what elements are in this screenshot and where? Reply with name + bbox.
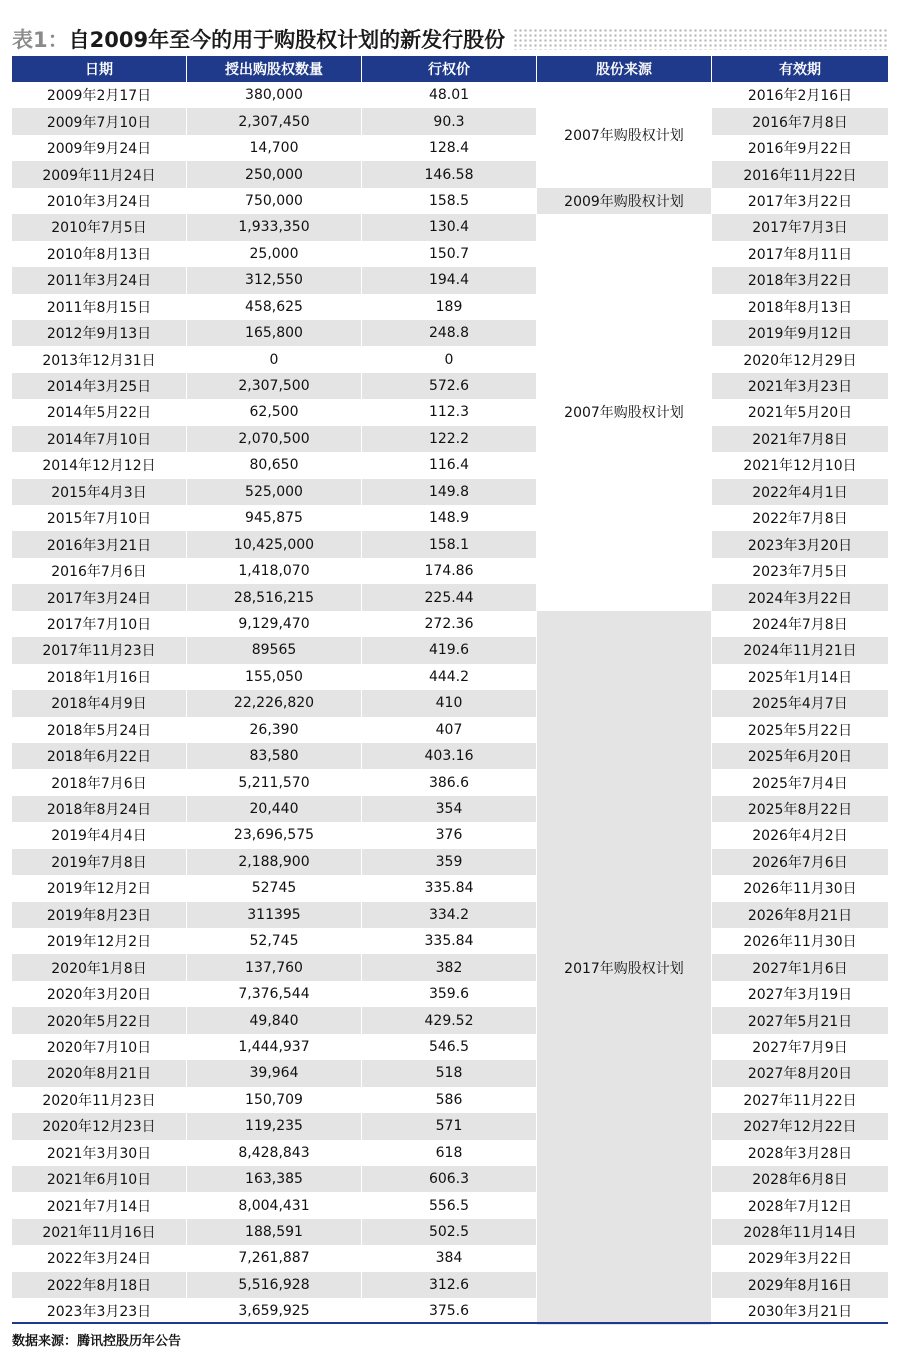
cell-exercise-price: 407 <box>362 717 537 743</box>
cell-date: 2020年7月10日 <box>12 1034 187 1060</box>
cell-expiry: 2024年7月8日 <box>752 616 848 633</box>
cell-expiry: 2026年11月30日 <box>743 881 857 898</box>
table-row <box>12 479 888 505</box>
cell-quantity: 9,129,470 <box>187 611 362 637</box>
table-row <box>12 214 888 240</box>
cell-exercise-price: 571 <box>362 1113 537 1139</box>
cell-expiry: 2017年7月3日 <box>712 214 888 240</box>
cell-date: 2019年12月2日 <box>12 928 187 954</box>
cell-date: 2018年6月22日 <box>12 743 187 769</box>
cell-exercise-price: 359 <box>362 849 537 875</box>
cell-expiry: 2020年12月29日 <box>743 352 857 369</box>
cell-date: 2017年7月10日 <box>12 611 187 637</box>
cell-quantity: 8,004,431 <box>187 1192 362 1218</box>
cell-exercise-price: 128.4 <box>362 135 537 161</box>
cell-date: 2009年7月10日 <box>12 108 187 134</box>
table-row <box>12 584 888 610</box>
cell-date: 2009年2月17日 <box>12 82 187 108</box>
cell-date: 2018年5月24日 <box>12 717 187 743</box>
cell-expiry: 2025年7月4日 <box>752 775 848 792</box>
cell-expiry: 2021年3月23日 <box>712 373 888 399</box>
cell-date: 2020年11月23日 <box>12 1087 187 1113</box>
cell-date: 2014年12月12日 <box>12 452 187 478</box>
table-row <box>12 849 888 875</box>
table-row <box>12 1140 888 1166</box>
cell-date: 2019年12月2日 <box>12 875 187 901</box>
table-row <box>12 1245 888 1271</box>
table-row <box>12 690 888 716</box>
cell-expiry: 2024年11月21日 <box>712 637 888 663</box>
cell-expiry: 2026年4月2日 <box>752 828 848 845</box>
cell-date: 2018年4月9日 <box>12 690 187 716</box>
cell-expiry: 2027年7月9日 <box>752 1039 848 1056</box>
cell-expiry: 2030年3月21日 <box>747 1304 853 1321</box>
cell-exercise-price: 375.6 <box>362 1298 537 1324</box>
table-body <box>12 82 888 1325</box>
cell-exercise-price: 225.44 <box>362 584 537 610</box>
cell-exercise-price: 384 <box>362 1245 537 1271</box>
cell-expiry: 2025年8月22日 <box>712 796 888 822</box>
table-row <box>12 875 888 901</box>
cell-expiry: 2018年8月13日 <box>747 299 853 316</box>
cell-expiry: 2022年4月1日 <box>712 479 888 505</box>
cell-exercise-price: 502.5 <box>362 1219 537 1245</box>
table-row <box>12 796 888 822</box>
table-row <box>12 135 888 161</box>
cell-expiry: 2029年3月22日 <box>747 1251 853 1268</box>
table-row <box>12 611 888 637</box>
cell-exercise-price: 158.5 <box>362 188 537 214</box>
cell-quantity: 7,376,544 <box>187 981 362 1007</box>
cell-expiry: 2028年11月14日 <box>712 1219 888 1245</box>
cell-date: 2020年8月21日 <box>12 1060 187 1086</box>
cell-expiry: 2021年12月10日 <box>743 458 857 475</box>
cell-quantity: 52745 <box>187 875 362 901</box>
table-row <box>12 954 888 980</box>
cell-expiry: 2026年11月30日 <box>743 934 857 951</box>
table-row <box>12 558 888 584</box>
cell-date: 2014年5月22日 <box>12 399 187 425</box>
cell-expiry: 2026年7月6日 <box>712 849 888 875</box>
table-row <box>12 769 888 795</box>
cell-exercise-price: 146.58 <box>362 161 537 187</box>
cell-expiry: 2027年12月22日 <box>712 1113 888 1139</box>
table-row <box>12 320 888 346</box>
table-row <box>12 822 888 848</box>
cell-quantity: 2,307,500 <box>187 373 362 399</box>
cell-date: 2016年3月21日 <box>12 531 187 557</box>
table-row <box>12 1087 888 1113</box>
cell-exercise-price: 130.4 <box>362 214 537 240</box>
cell-quantity: 188,591 <box>187 1219 362 1245</box>
cell-quantity: 137,760 <box>187 954 362 980</box>
cell-quantity: 89565 <box>187 637 362 663</box>
cell-date: 2009年11月24日 <box>12 161 187 187</box>
table-row <box>12 928 888 954</box>
cell-exercise-price: 376 <box>362 822 537 848</box>
cell-date: 2018年1月16日 <box>12 664 187 690</box>
cell-exercise-price: 518 <box>362 1060 537 1086</box>
cell-exercise-price: 386.6 <box>362 769 537 795</box>
cell-exercise-price: 556.5 <box>362 1192 537 1218</box>
cell-exercise-price: 174.86 <box>362 558 537 584</box>
cell-quantity: 52,745 <box>187 928 362 954</box>
cell-expiry: 2021年5月20日 <box>747 405 853 422</box>
cell-quantity: 5,516,928 <box>187 1272 362 1298</box>
cell-exercise-price: 334.2 <box>362 902 537 928</box>
cell-expiry: 2028年7月12日 <box>747 1198 853 1215</box>
header-quantity: 授出购股权数量 <box>187 56 362 82</box>
table-row <box>12 981 888 1007</box>
cell-date: 2022年3月24日 <box>12 1245 187 1271</box>
cell-expiry: 2022年7月8日 <box>752 511 848 528</box>
cell-quantity: 458,625 <box>187 294 362 320</box>
cell-date: 2019年7月8日 <box>12 849 187 875</box>
cell-exercise-price: 403.16 <box>362 743 537 769</box>
cell-exercise-price: 335.84 <box>362 875 537 901</box>
table-row <box>12 267 888 293</box>
cell-date: 2017年3月24日 <box>12 584 187 610</box>
cell-exercise-price: 335.84 <box>362 928 537 954</box>
table-row <box>12 1272 888 1298</box>
cell-quantity: 26,390 <box>187 717 362 743</box>
cell-date: 2013年12月31日 <box>12 346 187 372</box>
cell-exercise-price: 48.01 <box>362 82 537 108</box>
cell-quantity: 62,500 <box>187 399 362 425</box>
cell-expiry: 2016年2月16日 <box>747 88 853 105</box>
cell-quantity: 39,964 <box>187 1060 362 1086</box>
cell-date: 2012年9月13日 <box>12 320 187 346</box>
cell-date: 2021年6月10日 <box>12 1166 187 1192</box>
cell-date: 2022年8月18日 <box>12 1272 187 1298</box>
cell-exercise-price: 149.8 <box>362 479 537 505</box>
cell-quantity: 5,211,570 <box>187 769 362 795</box>
cell-quantity: 7,261,887 <box>187 1245 362 1271</box>
cell-exercise-price: 248.8 <box>362 320 537 346</box>
cell-quantity: 1,444,937 <box>187 1034 362 1060</box>
cell-expiry: 2027年5月21日 <box>712 1007 888 1033</box>
cell-expiry: 2026年8月21日 <box>712 902 888 928</box>
cell-exercise-price: 148.9 <box>362 505 537 531</box>
cell-expiry: 2028年3月28日 <box>747 1145 853 1162</box>
cell-share-source: 2017年购股权计划 <box>537 611 712 1325</box>
cell-quantity: 49,840 <box>187 1007 362 1033</box>
cell-exercise-price: 150.7 <box>362 241 537 267</box>
cell-date: 2019年4月4日 <box>12 822 187 848</box>
cell-date: 2020年3月20日 <box>12 981 187 1007</box>
cell-quantity: 525,000 <box>187 479 362 505</box>
cell-expiry: 2017年8月11日 <box>747 246 853 263</box>
cell-date: 2021年3月30日 <box>12 1140 187 1166</box>
table-row <box>12 664 888 690</box>
cell-date: 2017年11月23日 <box>12 637 187 663</box>
cell-quantity: 165,800 <box>187 320 362 346</box>
cell-exercise-price: 116.4 <box>362 452 537 478</box>
cell-expiry: 2027年8月20日 <box>712 1060 888 1086</box>
table-row <box>12 743 888 769</box>
cell-exercise-price: 572.6 <box>362 373 537 399</box>
cell-date: 2015年4月3日 <box>12 479 187 505</box>
table-row <box>12 82 888 108</box>
cell-expiry: 2017年3月22日 <box>747 193 853 210</box>
cell-exercise-price: 354 <box>362 796 537 822</box>
cell-date: 2020年1月8日 <box>12 954 187 980</box>
cell-quantity: 2,188,900 <box>187 849 362 875</box>
cell-expiry: 2029年8月16日 <box>712 1272 888 1298</box>
cell-exercise-price: 606.3 <box>362 1166 537 1192</box>
table-row <box>12 294 888 320</box>
cell-expiry: 2025年4月7日 <box>712 690 888 716</box>
header-expiry: 有效期 <box>712 56 888 82</box>
cell-exercise-price: 112.3 <box>362 399 537 425</box>
table-bottom-rule <box>12 1322 888 1324</box>
cell-quantity: 10,425,000 <box>187 531 362 557</box>
cell-expiry: 2016年7月8日 <box>712 108 888 134</box>
table-row <box>12 188 888 214</box>
table-title <box>12 22 888 56</box>
table-row <box>12 399 888 425</box>
cell-expiry: 2021年7月8日 <box>712 426 888 452</box>
table-row <box>12 1166 888 1192</box>
table-number: 表1： <box>12 28 69 52</box>
table-row <box>12 1060 888 1086</box>
cell-date: 2023年3月23日 <box>12 1298 187 1324</box>
cell-exercise-price: 618 <box>362 1140 537 1166</box>
cell-quantity: 119,235 <box>187 1113 362 1139</box>
cell-exercise-price: 546.5 <box>362 1034 537 1060</box>
header-date: 日期 <box>12 56 187 82</box>
cell-quantity: 23,696,575 <box>187 822 362 848</box>
table-row <box>12 373 888 399</box>
cell-expiry: 2027年1月6日 <box>712 954 888 980</box>
cell-expiry: 2025年5月22日 <box>747 722 853 739</box>
cell-quantity: 2,307,450 <box>187 108 362 134</box>
cell-date: 2011年8月15日 <box>12 294 187 320</box>
cell-quantity: 80,650 <box>187 452 362 478</box>
cell-quantity: 8,428,843 <box>187 1140 362 1166</box>
table-row <box>12 346 888 372</box>
cell-exercise-price: 272.36 <box>362 611 537 637</box>
cell-date: 2014年3月25日 <box>12 373 187 399</box>
header-exercise-price: 行权价 <box>362 56 537 82</box>
table-header-row <box>12 56 888 82</box>
cell-exercise-price: 359.6 <box>362 981 537 1007</box>
cell-date: 2011年3月24日 <box>12 267 187 293</box>
cell-date: 2019年8月23日 <box>12 902 187 928</box>
cell-quantity: 163,385 <box>187 1166 362 1192</box>
cell-share-source: 2007年购股权计划 <box>537 82 712 188</box>
cell-exercise-price: 419.6 <box>362 637 537 663</box>
table-row <box>12 426 888 452</box>
cell-quantity: 20,440 <box>187 796 362 822</box>
cell-date: 2014年7月10日 <box>12 426 187 452</box>
cell-date: 2016年7月6日 <box>12 558 187 584</box>
table-row <box>12 1113 888 1139</box>
table-row <box>12 1192 888 1218</box>
cell-date: 2020年12月23日 <box>12 1113 187 1139</box>
cell-exercise-price: 444.2 <box>362 664 537 690</box>
cell-expiry: 2018年3月22日 <box>712 267 888 293</box>
cell-expiry: 2028年6月8日 <box>712 1166 888 1192</box>
cell-date: 2015年7月10日 <box>12 505 187 531</box>
table-row <box>12 531 888 557</box>
cell-expiry: 2025年1月14日 <box>747 669 853 686</box>
cell-quantity: 2,070,500 <box>187 426 362 452</box>
cell-quantity: 1,933,350 <box>187 214 362 240</box>
cell-expiry: 2023年7月5日 <box>752 564 848 581</box>
cell-exercise-price: 586 <box>362 1087 537 1113</box>
cell-date: 2018年8月24日 <box>12 796 187 822</box>
cell-expiry: 2024年3月22日 <box>712 584 888 610</box>
cell-date: 2009年9月24日 <box>12 135 187 161</box>
cell-quantity: 380,000 <box>187 82 362 108</box>
cell-share-source: 2007年购股权计划 <box>537 214 712 611</box>
source-note: 数据来源：腾讯控股历年公告 <box>12 1334 182 1349</box>
table-caption: 自2009年至今的用于购股权计划的新发行股份 <box>68 28 506 52</box>
cell-date: 2010年3月24日 <box>12 188 187 214</box>
cell-share-source: 2009年购股权计划 <box>537 188 712 214</box>
table-row <box>12 717 888 743</box>
cell-date: 2021年11月16日 <box>12 1219 187 1245</box>
cell-exercise-price: 0 <box>362 346 537 372</box>
cell-quantity: 945,875 <box>187 505 362 531</box>
cell-quantity: 83,580 <box>187 743 362 769</box>
cell-exercise-price: 382 <box>362 954 537 980</box>
table-row <box>12 902 888 928</box>
cell-expiry: 2016年9月22日 <box>747 141 853 158</box>
cell-date: 2010年8月13日 <box>12 241 187 267</box>
cell-quantity: 155,050 <box>187 664 362 690</box>
cell-quantity: 311395 <box>187 902 362 928</box>
table-row <box>12 505 888 531</box>
table-row <box>12 1298 888 1324</box>
cell-expiry: 2016年11月22日 <box>712 161 888 187</box>
table-row <box>12 1034 888 1060</box>
cell-quantity: 1,418,070 <box>187 558 362 584</box>
table-row <box>12 452 888 478</box>
table-row <box>12 108 888 134</box>
cell-date: 2018年7月6日 <box>12 769 187 795</box>
share-option-table <box>12 56 888 1325</box>
cell-quantity: 250,000 <box>187 161 362 187</box>
table-row <box>12 1007 888 1033</box>
cell-exercise-price: 158.1 <box>362 531 537 557</box>
cell-quantity: 22,226,820 <box>187 690 362 716</box>
table-row <box>12 241 888 267</box>
cell-expiry: 2027年11月22日 <box>743 1092 857 1109</box>
cell-quantity: 750,000 <box>187 188 362 214</box>
cell-exercise-price: 122.2 <box>362 426 537 452</box>
cell-expiry: 2025年6月20日 <box>712 743 888 769</box>
cell-quantity: 25,000 <box>187 241 362 267</box>
cell-quantity: 14,700 <box>187 135 362 161</box>
cell-quantity: 0 <box>187 346 362 372</box>
cell-quantity: 28,516,215 <box>187 584 362 610</box>
table-row <box>12 1219 888 1245</box>
header-share-source: 股份来源 <box>537 56 712 82</box>
title-dotted-rule <box>513 28 888 50</box>
cell-quantity: 312,550 <box>187 267 362 293</box>
cell-quantity: 150,709 <box>187 1087 362 1113</box>
cell-expiry: 2027年3月19日 <box>747 987 853 1004</box>
cell-exercise-price: 189 <box>362 294 537 320</box>
cell-expiry: 2023年3月20日 <box>712 531 888 557</box>
cell-exercise-price: 194.4 <box>362 267 537 293</box>
cell-date: 2020年5月22日 <box>12 1007 187 1033</box>
cell-date: 2010年7月5日 <box>12 214 187 240</box>
table-row <box>12 161 888 187</box>
cell-date: 2021年7月14日 <box>12 1192 187 1218</box>
cell-exercise-price: 90.3 <box>362 108 537 134</box>
cell-expiry: 2019年9月12日 <box>712 320 888 346</box>
table-row <box>12 637 888 663</box>
cell-exercise-price: 410 <box>362 690 537 716</box>
cell-exercise-price: 312.6 <box>362 1272 537 1298</box>
cell-quantity: 3,659,925 <box>187 1298 362 1324</box>
cell-exercise-price: 429.52 <box>362 1007 537 1033</box>
